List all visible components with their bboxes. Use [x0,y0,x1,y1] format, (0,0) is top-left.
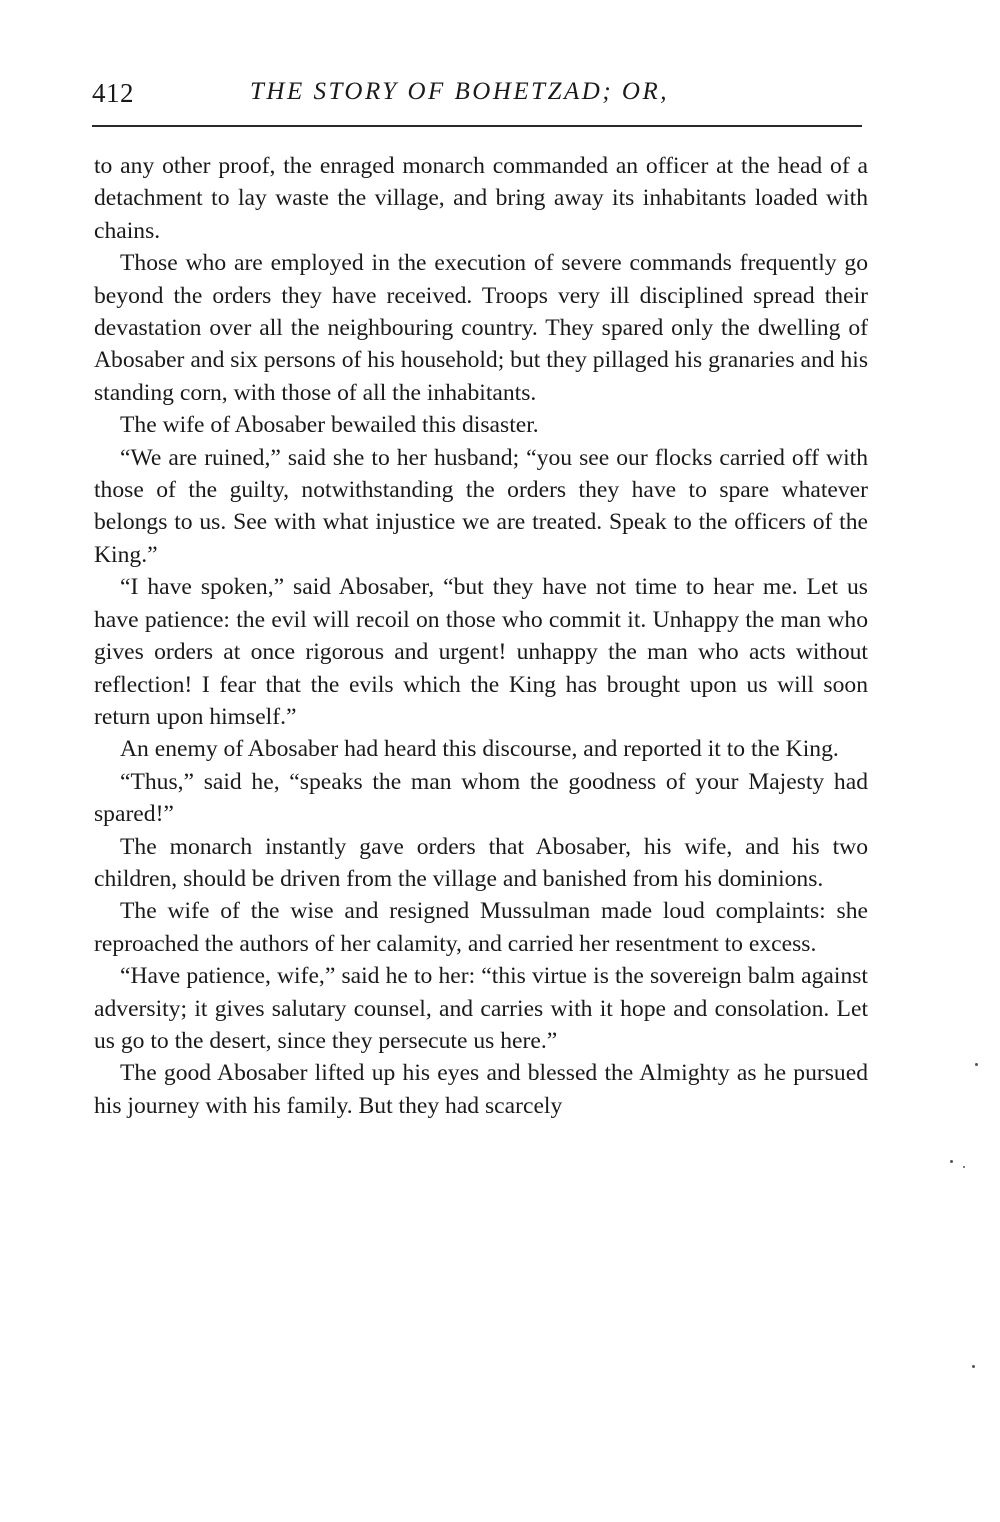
header-rule [92,125,862,127]
paragraph: An enemy of Abosaber had heard this discourse, and reported it to the King. [120,736,839,763]
paragraph: “Thus,” said he, “speaks the man whom the goodness of your Majesty had spared!” [94,768,868,828]
paragraph: The good Abosaber lifted up his eyes and blessed the Almighty as he pursued his journey with his family. But they had scarcely [94,1060,868,1119]
page-number: 412 [92,78,134,108]
paragraph: “We are ruined,” said she to her husband; “you see our flocks carried off with those of the guilty, notwithstanding the orders they have to spare whatever belongs to us. See with what injustice we are treated. Speak to the officers of the King.” [94,444,868,568]
paragraph: “Have patience, wife,” said he to her: “this virtue is the sovereign balm against adversity; it gives salutary counsel, and carries with it hope and consolation. Let us go to the desert, since they persecute us here.” [94,963,868,1054]
paragraph: “I have spoken,” said Abosaber, “but they have not time to hear me. Let us have patience: the evil will recoil on those who commit it. Unhappy the man who gives orders at once rigorous and urgent! unhappy the man who acts without reflection! I fear that the evils which the King has brought upon us will soon return upon himself.” [94,574,868,730]
page-header [92,78,872,114]
scan-speck [963,1166,965,1168]
running-title: THE STORY OF BOHETZAD; OR, [250,78,669,105]
paragraph: to any other proof, the enraged monarch commanded an officer at the head of a detachment to lay waste the village, and bring away its inhabitants loaded with chains. [94,153,868,244]
body-text [94,150,868,1122]
paragraph: Those who are employed in the execution of severe commands frequently go beyond the orders they have received. Troops very ill disciplined spread their devastation over all the neighbouring country. They spared only the dwelling of Abosaber and six persons of his household; but they pillaged his granaries and his standing corn, with those of all the inhabitants. [94,250,868,406]
paragraph: The wife of Abosaber bewailed this disaster. [120,412,539,439]
paragraph: The monarch instantly gave orders that Abosaber, his wife, and his two children, should be driven from the village and banished from his dominions. [94,833,868,892]
paragraph: The wife of the wise and resigned Mussulman made loud complaints: she reproached the authors of her calamity, and carried her resentment to excess. [94,898,868,957]
scan-speck [975,1063,978,1066]
scan-speck [972,1365,975,1368]
scan-speck [950,1160,953,1163]
